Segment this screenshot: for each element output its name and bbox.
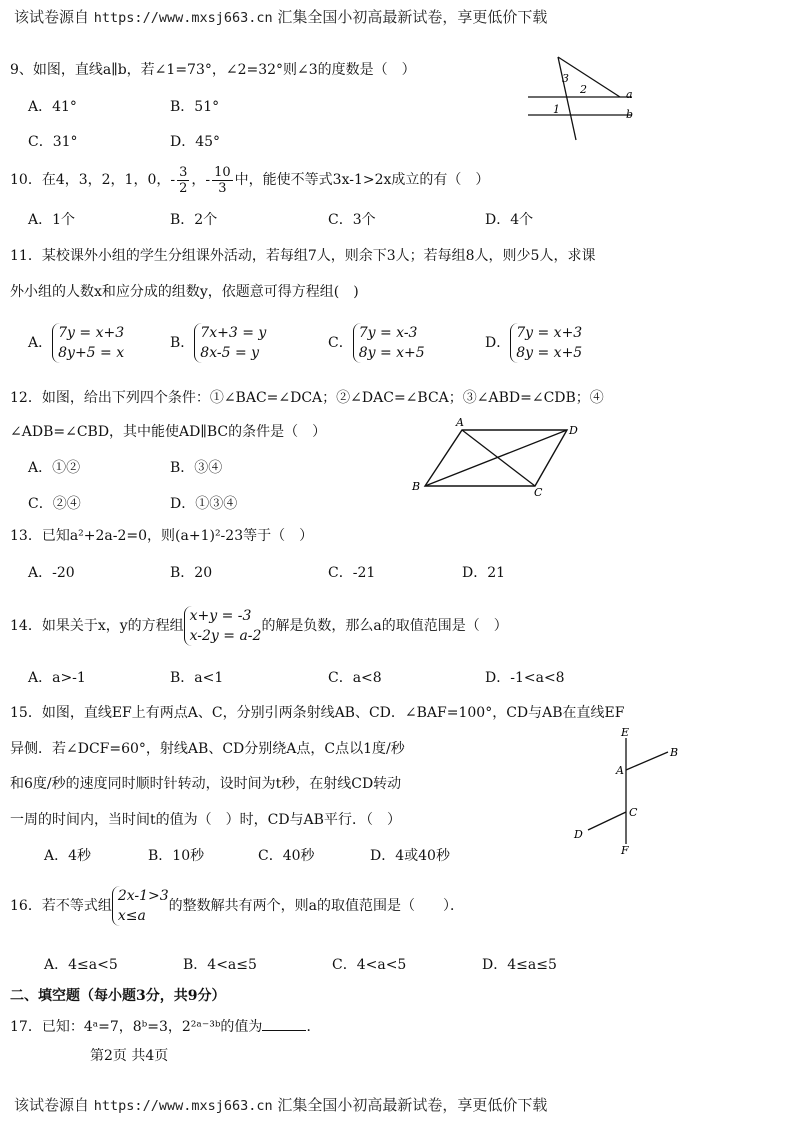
q12-option-b: B．③④ — [170, 460, 223, 476]
q9-fig-label-a: a — [626, 88, 633, 101]
q10-stem-part-b: ，- — [191, 172, 211, 188]
q14-eq2: x-2y = a-2 — [189, 628, 262, 644]
q15-fig-label-e: E — [621, 726, 630, 739]
q9-fig-label-3: 3 — [562, 72, 569, 85]
q16-eq1: 2x-1>3 — [117, 888, 169, 904]
q9-fig-label-b: b — [626, 108, 634, 121]
q11-option-b-label: B． — [170, 335, 195, 351]
source-banner-top — [14, 6, 547, 27]
q10-stem — [10, 163, 489, 197]
q11-c-eq2: 8y = x+5 — [358, 345, 425, 361]
q15-option-d: D．4或40秒 — [370, 848, 450, 864]
q10-fraction-2 — [212, 165, 233, 196]
q15-figure — [566, 726, 686, 856]
q16-system — [112, 886, 169, 926]
q10-frac2-num: 10 — [214, 164, 231, 180]
q11-d-eq1: 7y = x+3 — [516, 325, 583, 341]
q14-option-c: C．a<8 — [328, 670, 382, 686]
q10-frac1-den: 2 — [179, 180, 188, 196]
q14-option-a: A．a>-1 — [28, 670, 86, 686]
q15-fig-label-d: D — [574, 828, 583, 841]
q14-stem-part-b: 的解是负数，那么a的取值范围是（ ） — [261, 618, 508, 634]
q16-option-c: C．4<a<5 — [332, 957, 407, 973]
q9-fig-label-2: 2 — [580, 83, 587, 96]
q11-option-b — [170, 323, 266, 363]
q16-option-a: A．4≤a<5 — [44, 957, 118, 973]
q15-fig-label-c: C — [629, 806, 638, 819]
q9-stem: 9、如图，直线a∥b，若∠1=73°，∠2=32°则∠3的度数是（ ） — [10, 62, 416, 78]
q13-option-a: A．-20 — [28, 565, 75, 581]
q9-option-b: B．51° — [170, 99, 220, 115]
banner-url[interactable]: https://www.mxsj663.cn — [93, 1098, 273, 1114]
q11-option-c-system — [353, 323, 425, 363]
q10-option-c: C．3个 — [328, 212, 376, 228]
q11-option-d-label: D． — [485, 335, 511, 351]
q11-option-d-system — [510, 323, 582, 363]
q15-fig-label-a: A — [616, 764, 624, 777]
q9-option-d: D．45° — [170, 134, 221, 150]
q12-stem-line2: ∠ADB=∠CBD，其中能使AD∥BC的条件是（ ） — [10, 424, 327, 440]
banner-url[interactable]: https://www.mxsj663.cn — [93, 10, 273, 26]
source-banner-bottom — [14, 1094, 547, 1115]
q10-frac2-den: 3 — [218, 180, 227, 196]
q15-option-a: A．4秒 — [44, 848, 92, 864]
q10-option-b: B．2个 — [170, 212, 218, 228]
q9-option-a: A．41° — [28, 99, 77, 115]
q11-option-a-system — [52, 323, 124, 363]
q15-line1: 15．如图，直线EF上有两点A、C，分别引两条射线AB、CD．∠BAF=100°，CD与AB在直线EF — [10, 705, 625, 721]
q11-b-eq1: 7x+3 = y — [200, 325, 267, 341]
q10-stem-part-a: 10．在4，3，2，1，0，- — [10, 172, 176, 188]
q10-option-a: A．1个 — [28, 212, 76, 228]
q15-line4: 一周的时间内，当时间t的值为（ ）时，CD与AB平行．（ ） — [10, 812, 401, 828]
q9-figure — [520, 52, 640, 144]
q11-option-c-label: C． — [328, 335, 353, 351]
q14-eq1: x+y = -3 — [189, 608, 252, 624]
q14-option-d: D．-1<a<8 — [485, 670, 565, 686]
q14-stem-part-a: 14．如果关于x，y的方程组 — [10, 618, 184, 634]
q11-option-a-label: A． — [28, 335, 53, 351]
section-title-fill-in: 二、填空题（每小题3分，共9分） — [10, 988, 226, 1004]
q17-stem-part-b: ． — [306, 1019, 321, 1035]
q10-stem-part-c: 中，能使不等式3x-1>2x成立的有（ ） — [234, 172, 490, 188]
q11-option-a — [28, 323, 124, 363]
q15-fig-label-b: B — [670, 746, 679, 759]
q11-a-eq2: 8y+5 = x — [58, 345, 125, 361]
q13-option-d: D．21 — [462, 565, 506, 581]
q14-stem — [10, 604, 508, 648]
q13-option-b: B．20 — [170, 565, 213, 581]
q12-fig-label-b: B — [412, 480, 421, 493]
q16-stem-part-a: 16．若不等式组 — [10, 898, 112, 914]
q10-option-d: D．4个 — [485, 212, 534, 228]
q14-system — [184, 606, 262, 646]
q11-option-d — [485, 323, 582, 363]
page-number-footer: 第2页 共4页 — [90, 1048, 169, 1064]
banner-suffix: 汇集全国小初高最新试卷，享更低价下载 — [277, 8, 548, 26]
q11-c-eq1: 7y = x-3 — [358, 325, 418, 341]
q11-stem-line2: 外小组的人数x和应分成的组数y，依题意可得方程组( ) — [10, 284, 359, 300]
q11-stem-line1: 11．某校课外小组的学生分组课外活动，若每组7人，则余下3人；若每组8人，则少5人，求课 — [10, 248, 596, 264]
banner-prefix: 该试卷源自 — [14, 8, 90, 26]
q17-stem — [10, 1016, 320, 1037]
q16-eq2: x≤a — [117, 908, 146, 924]
q12-fig-label-a: A — [456, 416, 464, 429]
q15-line2: 异侧．若∠DCF=60°，射线AB、CD分别绕A点，C点以1度/秒 — [10, 741, 405, 757]
q15-option-c: C．40秒 — [258, 848, 315, 864]
q12-option-d: D．①③④ — [170, 496, 238, 512]
q12-stem-line1: 12．如图，给出下列四个条件：①∠BAC=∠DCA；②∠DAC=∠BCA；③∠ABD=∠CDB；④ — [10, 390, 604, 406]
q17-stem-part-a: 17．已知：4ᵃ=7，8ᵇ=3，2²ᵃ⁻³ᵇ的值为 — [10, 1019, 263, 1035]
q13-option-c: C．-21 — [328, 565, 376, 581]
q11-d-eq2: 8y = x+5 — [516, 345, 583, 361]
q12-option-c: C．②④ — [28, 496, 81, 512]
q11-a-eq1: 7y = x+3 — [58, 325, 125, 341]
q17-answer-blank[interactable] — [262, 1016, 306, 1031]
q15-line3: 和6度/秒的速度同时顺时针转动，设时间为t秒，在射线CD转动 — [10, 776, 402, 792]
q12-figure — [410, 416, 580, 499]
q16-option-b: B．4<a≤5 — [183, 957, 257, 973]
banner-suffix: 汇集全国小初高最新试卷，享更低价下载 — [277, 1096, 548, 1114]
q9-fig-label-1: 1 — [553, 103, 560, 116]
q12-fig-label-c: C — [534, 486, 543, 499]
q13-stem: 13．已知a²+2a-2=0，则(a+1)²-23等于（ ） — [10, 528, 314, 544]
q11-b-eq2: 8x-5 = y — [200, 345, 260, 361]
q14-option-b: B．a<1 — [170, 670, 224, 686]
q12-fig-label-d: D — [569, 424, 578, 437]
q15-fig-label-f: F — [621, 844, 629, 857]
q11-option-c — [328, 323, 425, 363]
q11-option-b-system — [194, 323, 266, 363]
q10-frac1-num: 3 — [179, 164, 188, 180]
q16-stem-part-b: 的整数解共有两个，则a的取值范围是（ ）． — [168, 898, 465, 914]
q16-option-d: D．4≤a≤5 — [482, 957, 557, 973]
q15-option-b: B．10秒 — [148, 848, 205, 864]
q10-fraction-1 — [177, 165, 189, 196]
banner-prefix: 该试卷源自 — [14, 1096, 90, 1114]
q12-option-a: A．①② — [28, 460, 81, 476]
q16-stem — [10, 884, 464, 928]
q9-option-c: C．31° — [28, 134, 78, 150]
